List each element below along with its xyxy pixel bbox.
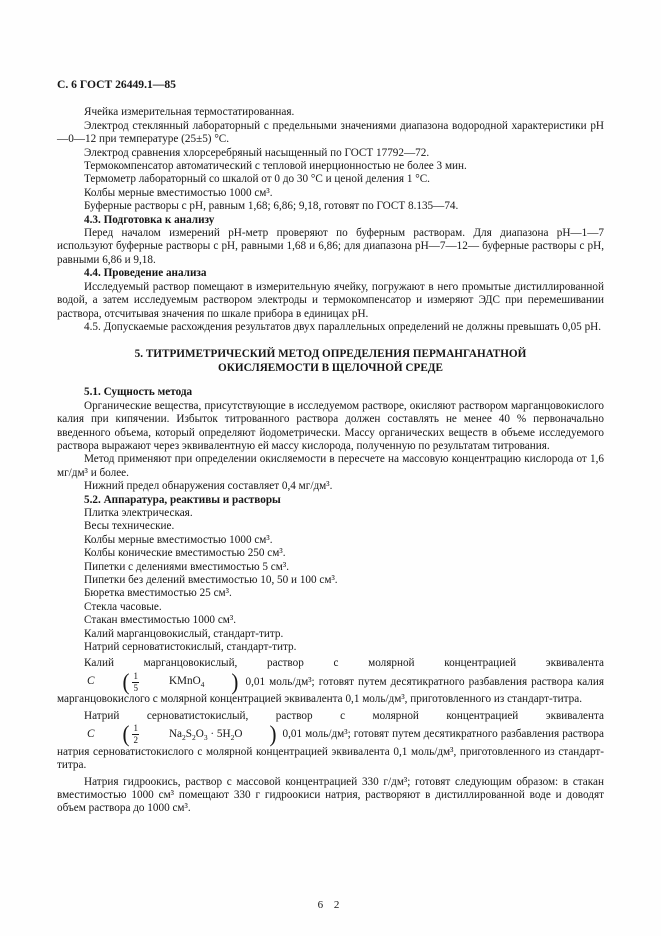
equipment-item: Весы технические.	[84, 520, 175, 533]
equipment-item: Колбы конические вместимостью 250 см³.	[84, 547, 286, 560]
paragraph: Электрод сравнения хлорсеребряный насыщенный по ГОСТ 17792—72.	[84, 146, 430, 159]
section-heading-5-1: 5.1. Сущность метода	[84, 386, 193, 399]
equipment-item: Плитка электрическая.	[84, 506, 193, 519]
text-run: 0,01 моль/дм³; готовят путем десятикратного разбавления раствора натрия серноватистокислого с молярной концентрацией эквивалента 0,1 моль/дм³, приготовленного из стандарт-титра.	[57, 728, 604, 772]
text-run: Натрий серноватистокислый, раствор с молярной концентрацией эквивалента	[84, 709, 604, 722]
fraction	[132, 723, 139, 746]
equipment-item: Пипетки без делений вместимостью 10, 50 и 100 см³.	[84, 574, 338, 586]
left-paren: (	[122, 668, 130, 695]
denominator: 2	[133, 735, 138, 746]
paragraph: Исследуемый раствор помещают в измерительную ячейку, погружают в него промытые дистиллированной водой, а затем исследуемым раствором электроды и термокомпенсатор и измеряют ЭДС при перемешивании раствора, отсчитывая значения по шкале прибора в единицах рН.	[57, 280, 604, 320]
left-paren: (	[122, 720, 130, 748]
equipment-item: Пипетки с делениями вместимостью 5 см³.	[84, 560, 289, 573]
equipment-item: Колбы мерные вместимостью 1000 см³.	[84, 533, 273, 546]
paragraph: 4.5. Допускаемые расхождения результатов двух параллельных определений не должны превышать 0,05 рН.	[84, 320, 602, 333]
section-heading-5-2: 5.2. Аппаратура, реактивы и растворы	[84, 493, 281, 506]
section-heading-4-4: 4.4. Проведение анализа	[84, 267, 207, 280]
paragraph: Термометр лабораторный со шкалой от 0 до 30 °С и ценой деления 1 °С.	[84, 173, 430, 186]
chemical-formula: $Na_2S_2O_3 \cdot 5H_2O$	[168, 727, 243, 743]
equipment-item: Стакан вместимостью 1000 см³.	[84, 614, 237, 627]
chemical-formula: KMnO$_4$	[168, 675, 205, 690]
paragraph: Органические вещества, присутствующие в исследуемом растворе, окисляют раствором марганцовокислого калия при кипячении. Избыток титрованного раствора должен составлять не менее 40 % первоначально введенного объема, который определяют йодометрически. Массу органических веществ в объеме исследуемого раствора выражают через эквивалентную ей массу кислорода, полученную по результатам титрования.	[57, 399, 604, 452]
paragraph: Метод применяют при определении окисляемости в пересчете на массовую концентрацию кислорода от 1,6 мг/дм³ и более.	[57, 453, 604, 479]
paragraph: Колбы мерные вместимостью 1000 см³.	[84, 186, 273, 199]
formula-variable: C	[87, 727, 95, 740]
denominator: 5	[133, 682, 138, 693]
paragraph: Электрод стеклянный лабораторный с предельными значениями диапазона водородной характеристики рН—0—12 при температуре (25±5) °С.	[57, 119, 604, 146]
fraction	[132, 671, 139, 694]
equipment-item: Натрий серноватистокислый, стандарт-титр.	[84, 641, 297, 654]
paragraph-kmno4-solution	[57, 657, 604, 706]
text-run: 0,01 моль/дм³; готовят путем десятикратного разбавления раствора калия марганцовокислого с молярной концентрацией эквивалента 0,1 моль/дм³, приготовленного из стандарт-титра.	[57, 675, 605, 706]
right-paren: )	[269, 720, 277, 748]
paragraph: Нижний предел обнаружения составляет 0,4 мг/дм³.	[84, 480, 333, 493]
paragraph: Буферные растворы с рН, равным 1,68; 6,86; 9,18, готовят по ГОСТ 8.135—74.	[84, 200, 459, 213]
paragraph-thiosulfate-solution	[57, 710, 604, 773]
paragraph: Ячейка измерительная термостатированная.	[84, 106, 295, 119]
text-run: Калий марганцовокислый, раствор с молярной концентрацией эквивалента	[84, 657, 604, 670]
paragraph: Перед началом измерений рН-метр проверяют по буферным растворам. Для диапазона рН—1—7 используют буферные растворы с рН, равными 1,68 и 6,86; для диапазона рН—7—12— буферные растворы с рН, равными 6,86 и 9,18.	[57, 227, 604, 266]
equipment-item: Стекла часовые.	[84, 600, 162, 613]
formula-kmno4	[60, 668, 239, 695]
numerator: 1	[133, 670, 138, 681]
equipment-item: Калий марганцовокислый, стандарт-титр.	[84, 627, 284, 640]
section-heading-4-3: 4.3. Подготовка к анализу	[84, 213, 215, 226]
right-paren: )	[231, 668, 239, 695]
numerator: 1	[133, 723, 138, 734]
paragraph-naoh-solution: Натрия гидроокись, раствор с массовой концентрацией 330 г/дм³; готовят следующим образом: в стакан вместимостью 1000 см³ помещают 330 г гидроокиси натрия, растворяют в дистиллированной воде и доводят объем раствора до 1000 см³.	[57, 775, 604, 815]
page-header: С. 6 ГОСТ 26449.1—85	[57, 78, 176, 91]
paragraph: Термокомпенсатор автоматический с тепловой инерционностью не более 3 мин.	[84, 160, 467, 173]
formula-variable: C	[87, 675, 95, 688]
section-title-5: 5. ТИТРИМЕТРИЧЕСКИЙ МЕТОД ОПРЕДЕЛЕНИЯ ПЕРМАНГАНАТНОЙ ОКИСЛЯЕМОСТИ В ЩЕЛОЧНОЙ СРЕДЕ	[134, 348, 527, 375]
equipment-item: Бюретка вместимостью 25 см³.	[84, 587, 232, 600]
page-number: 6 2	[317, 898, 344, 911]
formula-thiosulfate	[60, 720, 277, 748]
